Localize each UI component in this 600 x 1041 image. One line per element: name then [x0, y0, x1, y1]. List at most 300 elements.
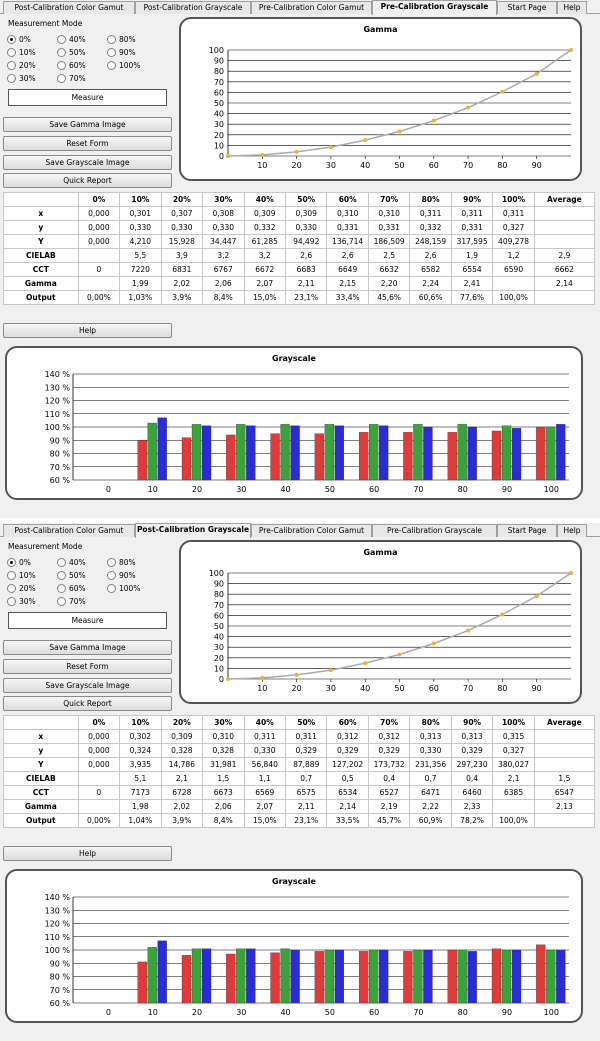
radio-label: 30% — [19, 597, 36, 606]
radio-0-percent[interactable] — [7, 35, 31, 44]
reset-form-button[interactable]: Reset Form — [3, 659, 172, 674]
table-cell — [493, 800, 534, 814]
table-cell: 0,307 — [161, 207, 202, 221]
quick-report-button[interactable]: Quick Report — [3, 696, 172, 711]
grayscale-bar-blue — [246, 426, 255, 480]
table-cell: 60,9% — [410, 814, 451, 828]
grayscale-bar-green — [546, 427, 555, 480]
radio-label: 100% — [119, 61, 141, 70]
gamma-y-tick-label: 40 — [213, 632, 224, 642]
table-cell: 2,11 — [285, 277, 326, 291]
table-cell: 3,9 — [161, 249, 202, 263]
grayscale-bar-green — [192, 949, 201, 1003]
gamma-y-tick-label: 40 — [213, 109, 224, 119]
table-cell: 0,4 — [368, 772, 409, 786]
quick-report-button[interactable]: Quick Report — [3, 173, 172, 188]
gamma-y-tick-label: 90 — [213, 579, 224, 589]
gamma-plot — [181, 19, 580, 179]
table-cell: 15,0% — [244, 291, 285, 305]
table-header-cell: 30% — [203, 193, 244, 207]
table-cell: 0,310 — [327, 207, 368, 221]
gamma-data-point — [432, 119, 436, 123]
table-cell: 380,027 — [493, 758, 534, 772]
grayscale-chart-title: Grayscale — [272, 877, 316, 886]
grayscale-bar-blue — [202, 426, 211, 480]
table-cell: 0,327 — [493, 744, 534, 758]
measurement-mode-title: Measurement Mode — [8, 542, 83, 551]
table-cell: 0,332 — [410, 221, 451, 235]
grayscale-bar-red — [271, 434, 280, 480]
grayscale-y-tick-label: 130 % — [44, 383, 70, 393]
table-cell: 409,278 — [493, 235, 534, 249]
table-cell: 45,6% — [368, 291, 409, 305]
table-cell: 6649 — [327, 263, 368, 277]
grayscale-bar-red — [182, 955, 191, 1003]
grayscale-x-tick-label: 50 — [324, 1008, 335, 1017]
table-cell: 78,2% — [451, 814, 492, 828]
gamma-data-point — [398, 653, 402, 657]
save-grayscale-image-button[interactable]: Save Grayscale Image — [3, 678, 172, 693]
table-cell: 0,312 — [368, 730, 409, 744]
radio-60-percent[interactable] — [57, 61, 86, 70]
radio-0-percent[interactable] — [7, 558, 31, 567]
table-cell: 1,1 — [244, 772, 285, 786]
radio-label: 70% — [69, 597, 86, 606]
gamma-y-tick-label: 80 — [213, 67, 224, 77]
table-cell: 1,99 — [120, 277, 161, 291]
table-cell: 0,331 — [451, 221, 492, 235]
table-cell: 0 — [78, 263, 119, 277]
grayscale-chart — [5, 869, 583, 1023]
radio-90-percent[interactable] — [107, 48, 136, 57]
table-cell: 61,285 — [244, 235, 285, 249]
grayscale-x-tick-label: 10 — [147, 485, 158, 494]
tab-pre-calibration-color-gamut[interactable]: Pre-Calibration Color Gamut — [251, 1, 372, 14]
grayscale-bar-blue — [379, 426, 388, 480]
table-row-label: Output — [4, 291, 79, 305]
table-row-label: CCT — [4, 786, 79, 800]
table-cell: 3,9% — [161, 814, 202, 828]
grayscale-bar-blue — [158, 418, 167, 480]
table-cell: 0,302 — [120, 730, 161, 744]
measure-button[interactable]: Measure — [8, 89, 167, 106]
radio-label: 30% — [19, 74, 36, 83]
gamma-data-point — [363, 138, 367, 142]
grayscale-bar-green — [281, 424, 290, 480]
grayscale-x-tick-label: 20 — [191, 1008, 203, 1017]
table-cell: 0,331 — [327, 221, 368, 235]
table-cell: 0,310 — [203, 730, 244, 744]
radio-40-percent[interactable] — [57, 558, 86, 567]
grayscale-y-tick-label: 140 % — [44, 893, 70, 902]
grayscale-bar-green — [413, 950, 422, 1003]
gamma-x-tick-label: 40 — [360, 161, 371, 170]
gamma-y-tick-label: 60 — [213, 88, 224, 98]
radio-10-percent[interactable] — [7, 571, 36, 580]
table-header-cell: 100% — [493, 193, 534, 207]
table-cell: 5,5 — [120, 249, 161, 263]
table-cell: 0,309 — [285, 207, 326, 221]
radio-label: 80% — [119, 35, 136, 44]
table-cell: 2,14 — [534, 277, 594, 291]
radio-indicator — [107, 558, 116, 567]
tab-start-page[interactable]: Start Page — [497, 524, 557, 537]
grayscale-bar-blue — [512, 428, 521, 480]
grayscale-bar-green — [236, 424, 245, 480]
gamma-data-point — [535, 594, 539, 598]
gamma-x-tick-label: 40 — [360, 684, 371, 693]
radio-label: 10% — [19, 48, 36, 57]
gamma-x-tick-label: 70 — [463, 161, 474, 170]
tab-pre-calibration-color-gamut[interactable]: Pre-Calibration Color Gamut — [251, 524, 372, 537]
grayscale-bar-red — [403, 951, 412, 1003]
radio-indicator — [57, 558, 66, 567]
radio-indicator — [57, 48, 66, 57]
table-row — [4, 207, 595, 221]
table-cell: 45,7% — [368, 814, 409, 828]
table-cell: 127,202 — [327, 758, 368, 772]
grayscale-bar-red — [138, 440, 147, 480]
table-row — [4, 786, 595, 800]
table-header-cell: 100% — [493, 716, 534, 730]
radio-indicator — [57, 571, 66, 580]
table-cell: 3,2 — [203, 249, 244, 263]
measure-button[interactable]: Measure — [8, 612, 167, 629]
table-cell: 0,330 — [244, 744, 285, 758]
radio-indicator — [7, 74, 16, 83]
grayscale-bar-red — [536, 427, 545, 480]
table-cell: 0,330 — [285, 221, 326, 235]
grayscale-chart-title: Grayscale — [272, 354, 316, 363]
table-cell: 6767 — [203, 263, 244, 277]
grayscale-bar-blue — [335, 950, 344, 1003]
grayscale-y-tick-label: 110 % — [44, 409, 70, 419]
table-row-label: CIELAB — [4, 772, 79, 786]
table-cell: 248,159 — [410, 235, 451, 249]
table-cell: 23,1% — [285, 814, 326, 828]
grayscale-y-tick-label: 100 % — [44, 423, 70, 432]
gamma-y-tick-label: 50 — [213, 622, 224, 631]
grayscale-bar-blue — [468, 951, 477, 1003]
table-cell: 1,2 — [493, 249, 534, 263]
table-cell: 2,6 — [327, 249, 368, 263]
table-header-cell: Average — [534, 716, 594, 730]
radio-50-percent[interactable] — [57, 571, 86, 580]
radio-80-percent[interactable] — [107, 558, 136, 567]
tab-post-calibration-color-gamut[interactable]: Post-Calibration Color Gamut — [3, 1, 135, 14]
gamma-plot — [181, 542, 580, 702]
table-cell — [534, 758, 594, 772]
grayscale-x-tick-label: 90 — [501, 485, 513, 494]
gamma-y-tick-label: 0 — [218, 675, 224, 684]
radio-50-percent[interactable] — [57, 48, 86, 57]
table-row-label: CCT — [4, 263, 79, 277]
table-cell: 15,0% — [244, 814, 285, 828]
gamma-data-point — [329, 145, 333, 149]
grayscale-y-tick-label: 60 % — [49, 999, 70, 1008]
table-cell: 6662 — [534, 263, 594, 277]
table-cell: 0,311 — [244, 730, 285, 744]
table-cell: 6672 — [244, 263, 285, 277]
help-button[interactable]: Help — [3, 846, 172, 861]
radio-90-percent[interactable] — [107, 571, 136, 580]
radio-label: 20% — [19, 61, 36, 70]
radio-20-percent[interactable] — [7, 584, 36, 593]
table-cell: 8,4% — [203, 291, 244, 305]
table-cell — [534, 291, 594, 305]
table-cell: 0,309 — [161, 730, 202, 744]
gamma-x-tick-label: 10 — [257, 684, 268, 693]
radio-40-percent[interactable] — [57, 35, 86, 44]
tab-start-page[interactable]: Start Page — [497, 1, 557, 14]
grayscale-bar-red — [226, 954, 235, 1003]
gamma-y-tick-label: 10 — [213, 664, 224, 674]
gamma-y-tick-label: 10 — [213, 141, 224, 151]
radio-70-percent[interactable] — [57, 74, 86, 83]
gamma-y-tick-label: 30 — [213, 120, 224, 130]
save-gamma-image-button[interactable]: Save Gamma Image — [3, 117, 172, 132]
radio-indicator — [57, 35, 66, 44]
grayscale-x-tick-label: 0 — [105, 485, 111, 494]
grayscale-y-tick-label: 90 % — [49, 959, 70, 969]
radio-indicator — [107, 48, 116, 57]
grayscale-bar-green — [192, 424, 201, 480]
radio-indicator — [7, 558, 16, 567]
table-row — [4, 263, 595, 277]
tab-help[interactable]: Help — [557, 1, 587, 14]
radio-100-percent[interactable] — [107, 584, 140, 593]
tab-pre-calibration-grayscale[interactable]: Pre-Calibration Grayscale — [372, 524, 497, 537]
table-cell: 56,840 — [244, 758, 285, 772]
grayscale-bar-green — [148, 423, 157, 480]
grayscale-x-tick-label: 90 — [501, 1008, 513, 1017]
radio-60-percent[interactable] — [57, 584, 86, 593]
grayscale-y-tick-label: 130 % — [44, 906, 70, 916]
gamma-chart — [179, 540, 582, 704]
grayscale-bar-blue — [556, 950, 565, 1003]
table-cell: 2,14 — [327, 800, 368, 814]
table-cell: 2,15 — [327, 277, 368, 291]
grayscale-bar-red — [403, 432, 412, 480]
table-cell — [78, 277, 119, 291]
table-header-cell: 50% — [285, 716, 326, 730]
grayscale-bar-green — [148, 947, 157, 1003]
grayscale-bar-blue — [291, 426, 300, 480]
table-cell: 0,329 — [451, 744, 492, 758]
table-row-label: Y — [4, 758, 79, 772]
gamma-chart — [179, 17, 582, 181]
table-cell: 6554 — [451, 263, 492, 277]
grayscale-chart — [5, 346, 583, 500]
table-header-cell: 30% — [203, 716, 244, 730]
measurement-table — [3, 715, 595, 828]
grayscale-plot — [7, 348, 581, 498]
table-cell: 0,328 — [161, 744, 202, 758]
grayscale-bar-red — [271, 953, 280, 1003]
gamma-y-tick-label: 70 — [213, 77, 224, 87]
radio-30-percent[interactable] — [7, 597, 36, 606]
table-header-cell: 20% — [161, 716, 202, 730]
table-cell: 2,22 — [410, 800, 451, 814]
grayscale-bar-green — [502, 426, 511, 480]
gamma-y-tick-label: 70 — [213, 600, 224, 610]
table-cell: 1,03% — [120, 291, 161, 305]
grayscale-bar-blue — [158, 941, 167, 1003]
tab-help[interactable]: Help — [557, 524, 587, 537]
table-row-label: x — [4, 730, 79, 744]
radio-70-percent[interactable] — [57, 597, 86, 606]
radio-10-percent[interactable] — [7, 48, 36, 57]
table-cell: 2,9 — [534, 249, 594, 263]
table-cell: 31,981 — [203, 758, 244, 772]
table-cell: 6590 — [493, 263, 534, 277]
help-button[interactable]: Help — [3, 323, 172, 338]
tab-post-calibration-grayscale[interactable]: Post-Calibration Grayscale — [135, 523, 251, 538]
gamma-x-tick-label: 20 — [291, 684, 302, 693]
table-cell: 15,928 — [161, 235, 202, 249]
grayscale-bar-red — [138, 962, 147, 1003]
table-cell — [534, 744, 594, 758]
table-cell: 6460 — [451, 786, 492, 800]
grayscale-y-tick-label: 120 % — [44, 919, 70, 929]
gamma-y-tick-label: 90 — [213, 56, 224, 66]
radio-30-percent[interactable] — [7, 74, 36, 83]
grayscale-x-tick-label: 100 — [543, 1008, 559, 1017]
table-cell: 7220 — [120, 263, 161, 277]
grayscale-x-tick-label: 100 — [543, 485, 559, 494]
grayscale-bar-blue — [512, 950, 521, 1003]
radio-indicator — [7, 571, 16, 580]
grayscale-bar-green — [502, 950, 511, 1003]
table-cell: 0,00% — [78, 291, 119, 305]
gamma-data-point — [398, 130, 402, 134]
gamma-y-tick-label: 80 — [213, 590, 224, 600]
tab-bar — [0, 523, 600, 537]
gamma-data-point — [295, 673, 299, 677]
table-cell: 6575 — [285, 786, 326, 800]
grayscale-x-tick-label: 30 — [236, 1008, 247, 1017]
table-cell: 231,356 — [410, 758, 451, 772]
table-header-cell: 40% — [244, 716, 285, 730]
table-row — [4, 291, 595, 305]
table-cell: 6534 — [327, 786, 368, 800]
save-grayscale-image-button[interactable]: Save Grayscale Image — [3, 155, 172, 170]
grayscale-plot — [7, 871, 581, 1021]
table-header-cell: 10% — [120, 716, 161, 730]
gamma-data-point — [500, 90, 504, 94]
reset-form-button[interactable]: Reset Form — [3, 136, 172, 151]
table-cell: 0,330 — [203, 221, 244, 235]
table-cell: 2,5 — [368, 249, 409, 263]
radio-indicator — [107, 571, 116, 580]
radio-100-percent[interactable] — [107, 61, 140, 70]
gamma-data-point — [569, 571, 573, 575]
gamma-y-tick-label: 20 — [213, 653, 224, 663]
gamma-y-tick-label: 0 — [218, 152, 224, 161]
tab-post-calibration-color-gamut[interactable]: Post-Calibration Color Gamut — [3, 524, 135, 537]
radio-label: 40% — [69, 35, 86, 44]
table-header-cell: 90% — [451, 716, 492, 730]
grayscale-bar-green — [325, 424, 334, 480]
table-header-cell: 20% — [161, 193, 202, 207]
table-cell: 6527 — [368, 786, 409, 800]
grayscale-bar-blue — [291, 950, 300, 1003]
table-cell: 3,9% — [161, 291, 202, 305]
grayscale-bar-red — [226, 435, 235, 480]
table-row-label: Output — [4, 814, 79, 828]
table-cell: 3,935 — [120, 758, 161, 772]
grayscale-bar-blue — [423, 427, 432, 480]
grayscale-x-tick-label: 80 — [457, 485, 468, 494]
table-cell: 6673 — [203, 786, 244, 800]
gamma-y-tick-label: 100 — [208, 46, 224, 55]
table-cell: 0,000 — [78, 758, 119, 772]
radio-label: 0% — [19, 35, 31, 44]
gamma-x-tick-label: 30 — [325, 161, 336, 170]
table-header-cell: 80% — [410, 716, 451, 730]
grayscale-bar-red — [315, 951, 324, 1003]
table-cell: 1,5 — [203, 772, 244, 786]
grayscale-y-tick-label: 70 % — [49, 462, 70, 472]
grayscale-bar-red — [315, 434, 324, 480]
table-cell — [78, 772, 119, 786]
grayscale-bar-blue — [423, 950, 432, 1003]
table-cell: 2,06 — [203, 277, 244, 291]
table-cell: 7173 — [120, 786, 161, 800]
table-cell: 3,2 — [244, 249, 285, 263]
table-header-cell — [4, 716, 79, 730]
table-cell: 2,19 — [368, 800, 409, 814]
radio-indicator — [107, 35, 116, 44]
tab-pre-calibration-grayscale[interactable]: Pre-Calibration Grayscale — [372, 0, 497, 15]
table-cell: 33,5% — [327, 814, 368, 828]
tab-post-calibration-grayscale[interactable]: Post-Calibration Grayscale — [135, 1, 251, 14]
grayscale-bar-red — [448, 432, 457, 480]
table-cell: 2,02 — [161, 800, 202, 814]
table-cell: 1,04% — [120, 814, 161, 828]
table-header-cell: Average — [534, 193, 594, 207]
radio-20-percent[interactable] — [7, 61, 36, 70]
grayscale-x-tick-label: 10 — [147, 1008, 158, 1017]
radio-label: 40% — [69, 558, 86, 567]
table-cell: 2,11 — [285, 800, 326, 814]
grayscale-y-tick-label: 90 % — [49, 436, 70, 446]
table-header-cell — [4, 193, 79, 207]
table-row — [4, 221, 595, 235]
radio-80-percent[interactable] — [107, 35, 136, 44]
table-cell: 34,447 — [203, 235, 244, 249]
table-row — [4, 814, 595, 828]
table-header-cell: 60% — [327, 716, 368, 730]
table-cell: 2,02 — [161, 277, 202, 291]
gamma-data-point — [500, 612, 504, 616]
gamma-data-point — [260, 153, 264, 157]
table-cell: 87,889 — [285, 758, 326, 772]
grayscale-bar-blue — [556, 424, 565, 480]
table-cell: 0,330 — [410, 744, 451, 758]
gamma-x-tick-label: 70 — [463, 684, 474, 693]
table-cell: 2,1 — [161, 772, 202, 786]
table-cell: 0,309 — [244, 207, 285, 221]
table-cell: 2,06 — [203, 800, 244, 814]
grayscale-y-tick-label: 80 % — [49, 449, 70, 459]
radio-indicator — [7, 61, 16, 70]
table-cell: 0,330 — [120, 221, 161, 235]
table-cell: 8,4% — [203, 814, 244, 828]
save-gamma-image-button[interactable]: Save Gamma Image — [3, 640, 172, 655]
table-cell: 173,732 — [368, 758, 409, 772]
radio-label: 0% — [19, 558, 31, 567]
